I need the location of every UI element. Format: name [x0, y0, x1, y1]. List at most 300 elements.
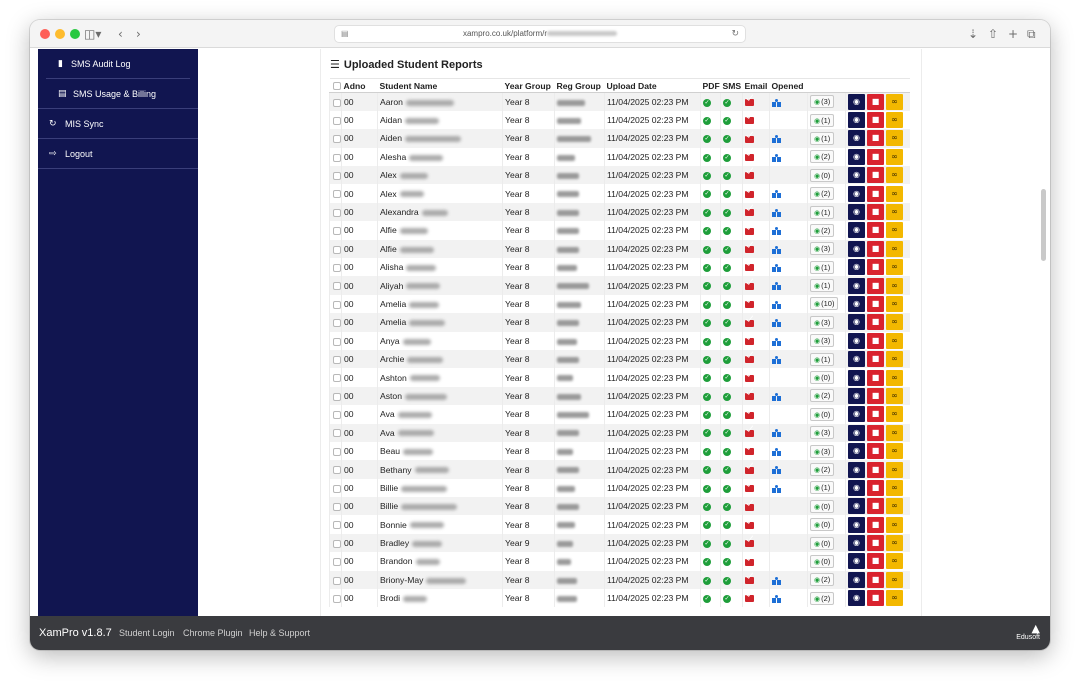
cell-views	[808, 258, 846, 276]
eye-icon: ◉	[814, 447, 821, 456]
row-checkbox[interactable]	[333, 246, 341, 254]
envelope-open-icon	[745, 283, 754, 290]
view-count-button[interactable]	[810, 150, 834, 163]
delete-report-button[interactable]	[867, 222, 884, 238]
cell-email	[743, 460, 770, 478]
row-checkbox[interactable]	[333, 595, 341, 603]
row-checkbox[interactable]	[333, 338, 341, 346]
trash-icon: ■	[871, 298, 880, 308]
delete-report-button[interactable]	[867, 535, 884, 551]
cell-upload-date: 11/04/2025 02:23 PM	[605, 129, 701, 147]
view-report-button[interactable]	[848, 443, 865, 459]
cell-reg-group	[555, 552, 605, 570]
copy-link-button[interactable]	[886, 388, 903, 404]
row-checkbox[interactable]	[333, 301, 341, 309]
cell-year-group: Year 8	[503, 368, 555, 386]
tab-overview-icon[interactable]: ⧉	[1027, 27, 1036, 41]
link-icon: ∞	[891, 188, 898, 198]
view-report-button[interactable]	[848, 130, 865, 146]
row-checkbox[interactable]	[333, 227, 341, 235]
header-email[interactable]: Email	[743, 79, 770, 93]
table-row	[330, 258, 911, 276]
view-report-button[interactable]	[848, 259, 865, 275]
cell-actions	[846, 515, 911, 533]
zoom-window-button[interactable]	[70, 29, 80, 39]
copy-link-button[interactable]	[886, 112, 903, 128]
row-checkbox[interactable]	[333, 429, 341, 437]
view-report-button[interactable]	[848, 204, 865, 220]
view-count-button[interactable]	[810, 445, 834, 458]
view-count-button[interactable]	[810, 187, 834, 200]
copy-link-button[interactable]	[886, 186, 903, 202]
table-row	[330, 203, 911, 221]
footer-link-help-support[interactable]: Help & Support	[249, 628, 311, 638]
delete-report-button[interactable]	[867, 406, 884, 422]
view-count-button[interactable]	[810, 371, 834, 384]
select-all-checkbox[interactable]	[333, 82, 341, 90]
view-report-button[interactable]	[848, 314, 865, 330]
cell-adno: 00	[342, 295, 378, 313]
view-count-text: (1)	[821, 281, 831, 291]
view-count-button[interactable]	[810, 481, 834, 494]
view-count-button[interactable]	[810, 408, 834, 421]
copy-link-button[interactable]	[886, 296, 903, 312]
envelope-open-icon	[745, 540, 754, 547]
cell-upload-date: 11/04/2025 02:23 PM	[605, 332, 701, 350]
row-checkbox[interactable]	[333, 503, 341, 511]
cell-pdf	[701, 276, 721, 294]
view-count-button[interactable]	[810, 573, 834, 586]
cell-pdf	[701, 295, 721, 313]
redacted-surname	[400, 228, 428, 234]
view-report-button[interactable]	[848, 351, 865, 367]
cell-student-name	[378, 258, 503, 276]
eye-icon: ◉	[853, 538, 860, 548]
page-scrollbar[interactable]	[1041, 189, 1046, 261]
view-report-button[interactable]	[848, 553, 865, 569]
eye-icon: ◉	[853, 519, 860, 529]
view-report-button[interactable]	[848, 517, 865, 533]
cell-sms	[721, 589, 743, 607]
sidebar-item-mis-sync[interactable]	[38, 109, 198, 139]
check-circle-icon: ✓	[724, 227, 730, 235]
view-count-button[interactable]	[810, 169, 834, 182]
eye-icon: ◉	[853, 280, 860, 290]
header-sms[interactable]: SMS	[722, 80, 742, 91]
eye-icon: ◉	[814, 337, 821, 346]
view-count-button[interactable]	[810, 279, 834, 292]
view-report-button[interactable]	[848, 480, 865, 496]
close-window-button[interactable]	[40, 29, 50, 39]
cell-student-name	[378, 405, 503, 423]
view-report-button[interactable]	[848, 388, 865, 404]
cell-upload-date: 11/04/2025 02:23 PM	[605, 240, 701, 258]
redacted-surname	[410, 522, 444, 528]
view-count-text: (1)	[821, 133, 831, 143]
cell-pdf	[701, 166, 721, 184]
redacted-surname	[406, 100, 454, 106]
view-count-text: (3)	[821, 428, 831, 438]
view-report-button[interactable]	[848, 296, 865, 312]
cell-sms	[721, 129, 743, 147]
row-checkbox[interactable]	[333, 466, 341, 474]
share-icon[interactable]: ⇧	[988, 27, 999, 41]
cell-year-group: Year 8	[503, 111, 555, 129]
redacted-surname	[403, 596, 427, 602]
view-report-button[interactable]	[848, 149, 865, 165]
view-report-button[interactable]	[848, 333, 865, 349]
check-circle-icon: ✓	[724, 263, 730, 271]
delete-report-button[interactable]	[867, 149, 884, 165]
delete-report-button[interactable]	[867, 112, 884, 128]
delete-report-button[interactable]	[867, 204, 884, 220]
cell-reg-group	[555, 350, 605, 368]
delete-report-button[interactable]	[867, 94, 884, 110]
view-count-button[interactable]	[810, 537, 834, 550]
row-checkbox[interactable]	[333, 135, 341, 143]
delete-report-button[interactable]	[867, 443, 884, 459]
row-checkbox[interactable]	[333, 540, 341, 548]
sync-icon: ↻	[49, 119, 57, 129]
cell-sms	[721, 221, 743, 239]
check-circle-icon: ✓	[704, 153, 710, 161]
copy-link-button[interactable]	[886, 517, 903, 533]
redacted-surname	[401, 486, 447, 492]
delete-report-button[interactable]	[867, 498, 884, 514]
check-circle-icon: ✓	[724, 98, 730, 106]
cell-views	[808, 276, 846, 294]
redacted-reg-group	[557, 339, 577, 345]
row-checkbox[interactable]	[333, 319, 341, 327]
view-report-button[interactable]	[848, 535, 865, 551]
cell-opened	[770, 571, 808, 589]
header-reg-group[interactable]: Reg Group	[555, 79, 605, 93]
view-count-button[interactable]	[810, 242, 834, 255]
cell-views	[808, 460, 846, 478]
cell-email	[743, 240, 770, 258]
row-checkbox[interactable]	[333, 448, 341, 456]
view-count-button[interactable]	[810, 426, 834, 439]
copy-link-button[interactable]	[886, 535, 903, 551]
minimize-window-button[interactable]	[55, 29, 65, 39]
check-circle-icon: ✓	[704, 208, 710, 216]
new-tab-icon[interactable]: +	[1008, 27, 1019, 41]
url-redacted	[547, 31, 617, 36]
view-count-button[interactable]	[810, 518, 834, 531]
copy-link-button[interactable]	[886, 278, 903, 294]
check-circle-icon: ✓	[704, 227, 710, 235]
delete-report-button[interactable]	[867, 351, 884, 367]
cell-year-group: Year 8	[503, 313, 555, 331]
row-checkbox[interactable]	[333, 374, 341, 382]
row-checkbox[interactable]	[333, 209, 341, 217]
cell-adno: 00	[342, 387, 378, 405]
copy-link-button[interactable]	[886, 130, 903, 146]
eye-icon: ◉	[814, 355, 821, 364]
envelope-open-icon	[745, 301, 754, 308]
redacted-surname	[409, 302, 439, 308]
download-icon[interactable]: ⇣	[968, 27, 979, 41]
redacted-surname	[401, 504, 457, 510]
row-checkbox-cell	[330, 203, 342, 221]
cell-actions	[846, 166, 911, 184]
delete-report-button[interactable]	[867, 241, 884, 257]
view-count-button[interactable]	[810, 95, 834, 108]
cell-adno: 00	[342, 589, 378, 607]
delete-report-button[interactable]	[867, 314, 884, 330]
view-report-button[interactable]	[848, 186, 865, 202]
eye-icon: ◉	[853, 188, 860, 198]
copy-link-button[interactable]	[886, 498, 903, 514]
link-icon: ∞	[891, 390, 898, 400]
row-checkbox[interactable]	[333, 521, 341, 529]
redacted-surname	[405, 136, 461, 142]
cell-sms	[721, 442, 743, 460]
delete-report-button[interactable]	[867, 572, 884, 588]
cell-actions	[846, 240, 911, 258]
envelope-open-icon	[745, 485, 754, 492]
check-circle-icon: ✓	[724, 153, 730, 161]
cell-views	[808, 184, 846, 202]
forward-icon[interactable]: ›	[136, 27, 141, 41]
cell-reg-group	[555, 276, 605, 294]
copy-link-button[interactable]	[886, 259, 903, 275]
eye-icon: ◉	[814, 300, 821, 309]
copy-link-button[interactable]	[886, 590, 903, 606]
cell-sms	[721, 111, 743, 129]
view-report-button[interactable]	[848, 425, 865, 441]
copy-link-button[interactable]	[886, 425, 903, 441]
row-checkbox[interactable]	[333, 117, 341, 125]
view-report-button[interactable]	[848, 370, 865, 386]
row-checkbox[interactable]	[333, 577, 341, 585]
page-info-icon[interactable]: ▤	[341, 29, 349, 38]
row-checkbox[interactable]	[333, 356, 341, 364]
copy-link-button[interactable]	[886, 351, 903, 367]
cell-reg-group	[555, 589, 605, 607]
cell-year-group: Year 8	[503, 166, 555, 184]
sidebar-item-sms-audit-log[interactable]	[38, 49, 198, 79]
cell-adno: 00	[342, 405, 378, 423]
copy-link-button[interactable]	[886, 443, 903, 459]
cell-year-group: Year 8	[503, 497, 555, 515]
delete-report-button[interactable]	[867, 130, 884, 146]
copy-link-button[interactable]	[886, 149, 903, 165]
row-checkbox[interactable]	[333, 282, 341, 290]
check-circle-icon: ✓	[704, 337, 710, 345]
view-report-button[interactable]	[848, 498, 865, 514]
view-count-button[interactable]	[810, 316, 834, 329]
cell-views	[808, 166, 846, 184]
redacted-surname	[409, 155, 443, 161]
sidebar-item-logout[interactable]	[38, 139, 198, 169]
copy-link-button[interactable]	[886, 370, 903, 386]
users-icon	[772, 448, 781, 456]
cell-email	[743, 221, 770, 239]
eye-icon: ◉	[814, 410, 821, 419]
delete-report-button[interactable]	[867, 278, 884, 294]
copy-link-button[interactable]	[886, 480, 903, 496]
row-checkbox[interactable]	[333, 411, 341, 419]
copy-link-button[interactable]	[886, 462, 903, 478]
cell-sms	[721, 368, 743, 386]
trash-icon: ■	[871, 501, 880, 511]
delete-report-button[interactable]	[867, 296, 884, 312]
view-report-button[interactable]	[848, 462, 865, 478]
cell-upload-date: 11/04/2025 02:23 PM	[605, 460, 701, 478]
header-year-group[interactable]: Year Group	[503, 79, 555, 93]
delete-report-button[interactable]	[867, 370, 884, 386]
view-report-button[interactable]	[848, 167, 865, 183]
view-count-button[interactable]	[810, 555, 834, 568]
view-report-button[interactable]	[848, 572, 865, 588]
view-count-text: (2)	[821, 391, 831, 401]
sidebar-item-sms-usage-billing[interactable]	[38, 79, 198, 109]
view-count-button[interactable]	[810, 592, 834, 605]
cell-pdf	[701, 552, 721, 570]
cell-reg-group	[555, 497, 605, 515]
sidebar-toggle-icon[interactable]: ◫▾	[84, 27, 102, 41]
view-count-button[interactable]	[810, 334, 834, 347]
cell-upload-date: 11/04/2025 02:23 PM	[605, 313, 701, 331]
row-checkbox[interactable]	[333, 154, 341, 162]
link-icon: ∞	[891, 335, 898, 345]
view-count-button[interactable]	[810, 500, 834, 513]
delete-report-button[interactable]	[867, 425, 884, 441]
copy-link-button[interactable]	[886, 572, 903, 588]
users-icon	[772, 227, 781, 235]
view-count-button[interactable]	[810, 297, 838, 310]
copy-link-button[interactable]	[886, 94, 903, 110]
view-report-button[interactable]	[848, 94, 865, 110]
copy-link-button[interactable]	[886, 553, 903, 569]
cell-views	[808, 497, 846, 515]
copy-link-button[interactable]	[886, 241, 903, 257]
header-adno[interactable]: Adno	[342, 79, 378, 93]
cell-views	[808, 93, 846, 111]
copy-link-button[interactable]	[886, 204, 903, 220]
address-bar[interactable]	[334, 25, 746, 43]
eye-icon: ◉	[853, 115, 860, 125]
view-count-button[interactable]	[810, 132, 834, 145]
delete-report-button[interactable]	[867, 167, 884, 183]
copy-link-button[interactable]	[886, 333, 903, 349]
header-opened[interactable]: Opened	[770, 79, 808, 93]
table-row	[330, 332, 911, 350]
delete-report-button[interactable]	[867, 553, 884, 569]
header-upload-date[interactable]: Upload Date	[605, 79, 701, 93]
table-row	[330, 515, 911, 533]
cell-year-group: Year 8	[503, 221, 555, 239]
footer-link-student-login[interactable]: Student Login	[119, 628, 175, 638]
check-circle-icon: ✓	[724, 594, 730, 602]
footer-link-chrome-plugin[interactable]: Chrome Plugin	[183, 628, 243, 638]
cell-reg-group	[555, 184, 605, 202]
row-checkbox[interactable]	[333, 393, 341, 401]
header-student-name[interactable]: Student Name	[378, 79, 503, 93]
delete-report-button[interactable]	[867, 259, 884, 275]
copy-link-button[interactable]	[886, 167, 903, 183]
view-report-button[interactable]	[848, 241, 865, 257]
view-report-button[interactable]	[848, 278, 865, 294]
envelope-open-icon	[745, 595, 754, 602]
check-circle-icon: ✓	[704, 263, 710, 271]
row-checkbox[interactable]	[333, 558, 341, 566]
row-checkbox-cell	[330, 350, 342, 368]
delete-report-button[interactable]	[867, 333, 884, 349]
header-pdf[interactable]: PDF	[702, 80, 720, 91]
eye-icon: ◉	[814, 134, 821, 143]
cell-sms	[721, 534, 743, 552]
table-row	[330, 460, 911, 478]
copy-link-button[interactable]	[886, 314, 903, 330]
cell-upload-date: 11/04/2025 02:23 PM	[605, 515, 701, 533]
check-circle-icon: ✓	[724, 484, 730, 492]
delete-report-button[interactable]	[867, 590, 884, 606]
cell-pdf	[701, 589, 721, 607]
view-count-button[interactable]	[810, 353, 834, 366]
cell-adno: 00	[342, 221, 378, 239]
view-count-button[interactable]	[810, 463, 834, 476]
copy-link-button[interactable]	[886, 406, 903, 422]
cell-email	[743, 203, 770, 221]
row-checkbox[interactable]	[333, 190, 341, 198]
cell-sms	[721, 313, 743, 331]
cell-email	[743, 424, 770, 442]
cell-pdf	[701, 221, 721, 239]
view-report-button[interactable]	[848, 222, 865, 238]
reload-icon[interactable]: ↻	[731, 29, 739, 39]
users-icon	[772, 190, 781, 198]
cell-pdf	[701, 405, 721, 423]
row-checkbox[interactable]	[333, 264, 341, 272]
redacted-surname	[412, 541, 442, 547]
cell-pdf	[701, 424, 721, 442]
trash-icon: ■	[871, 427, 880, 437]
cell-upload-date: 11/04/2025 02:23 PM	[605, 276, 701, 294]
view-count-button[interactable]	[810, 261, 834, 274]
delete-report-button[interactable]	[867, 388, 884, 404]
delete-report-button[interactable]	[867, 480, 884, 496]
delete-report-button[interactable]	[867, 517, 884, 533]
row-checkbox[interactable]	[333, 99, 341, 107]
row-checkbox[interactable]	[333, 485, 341, 493]
redacted-reg-group	[557, 467, 579, 473]
delete-report-button[interactable]	[867, 186, 884, 202]
view-count-button[interactable]	[810, 206, 834, 219]
row-checkbox[interactable]	[333, 172, 341, 180]
trash-icon: ■	[871, 538, 880, 548]
view-count-button[interactable]	[810, 389, 834, 402]
view-count-button[interactable]	[810, 224, 834, 237]
back-icon[interactable]: ‹	[118, 27, 123, 41]
view-report-button[interactable]	[848, 112, 865, 128]
redacted-reg-group	[557, 486, 575, 492]
view-report-button[interactable]	[848, 590, 865, 606]
cell-actions	[846, 148, 911, 166]
redacted-surname	[415, 467, 449, 473]
view-count-button[interactable]	[810, 114, 834, 127]
check-circle-icon: ✓	[724, 447, 730, 455]
cell-student-name	[378, 203, 503, 221]
delete-report-button[interactable]	[867, 462, 884, 478]
copy-link-button[interactable]	[886, 222, 903, 238]
cell-pdf	[701, 129, 721, 147]
view-report-button[interactable]	[848, 406, 865, 422]
student-first-name: Alex	[380, 170, 397, 181]
table-row	[330, 442, 911, 460]
trash-icon: ■	[871, 556, 880, 566]
